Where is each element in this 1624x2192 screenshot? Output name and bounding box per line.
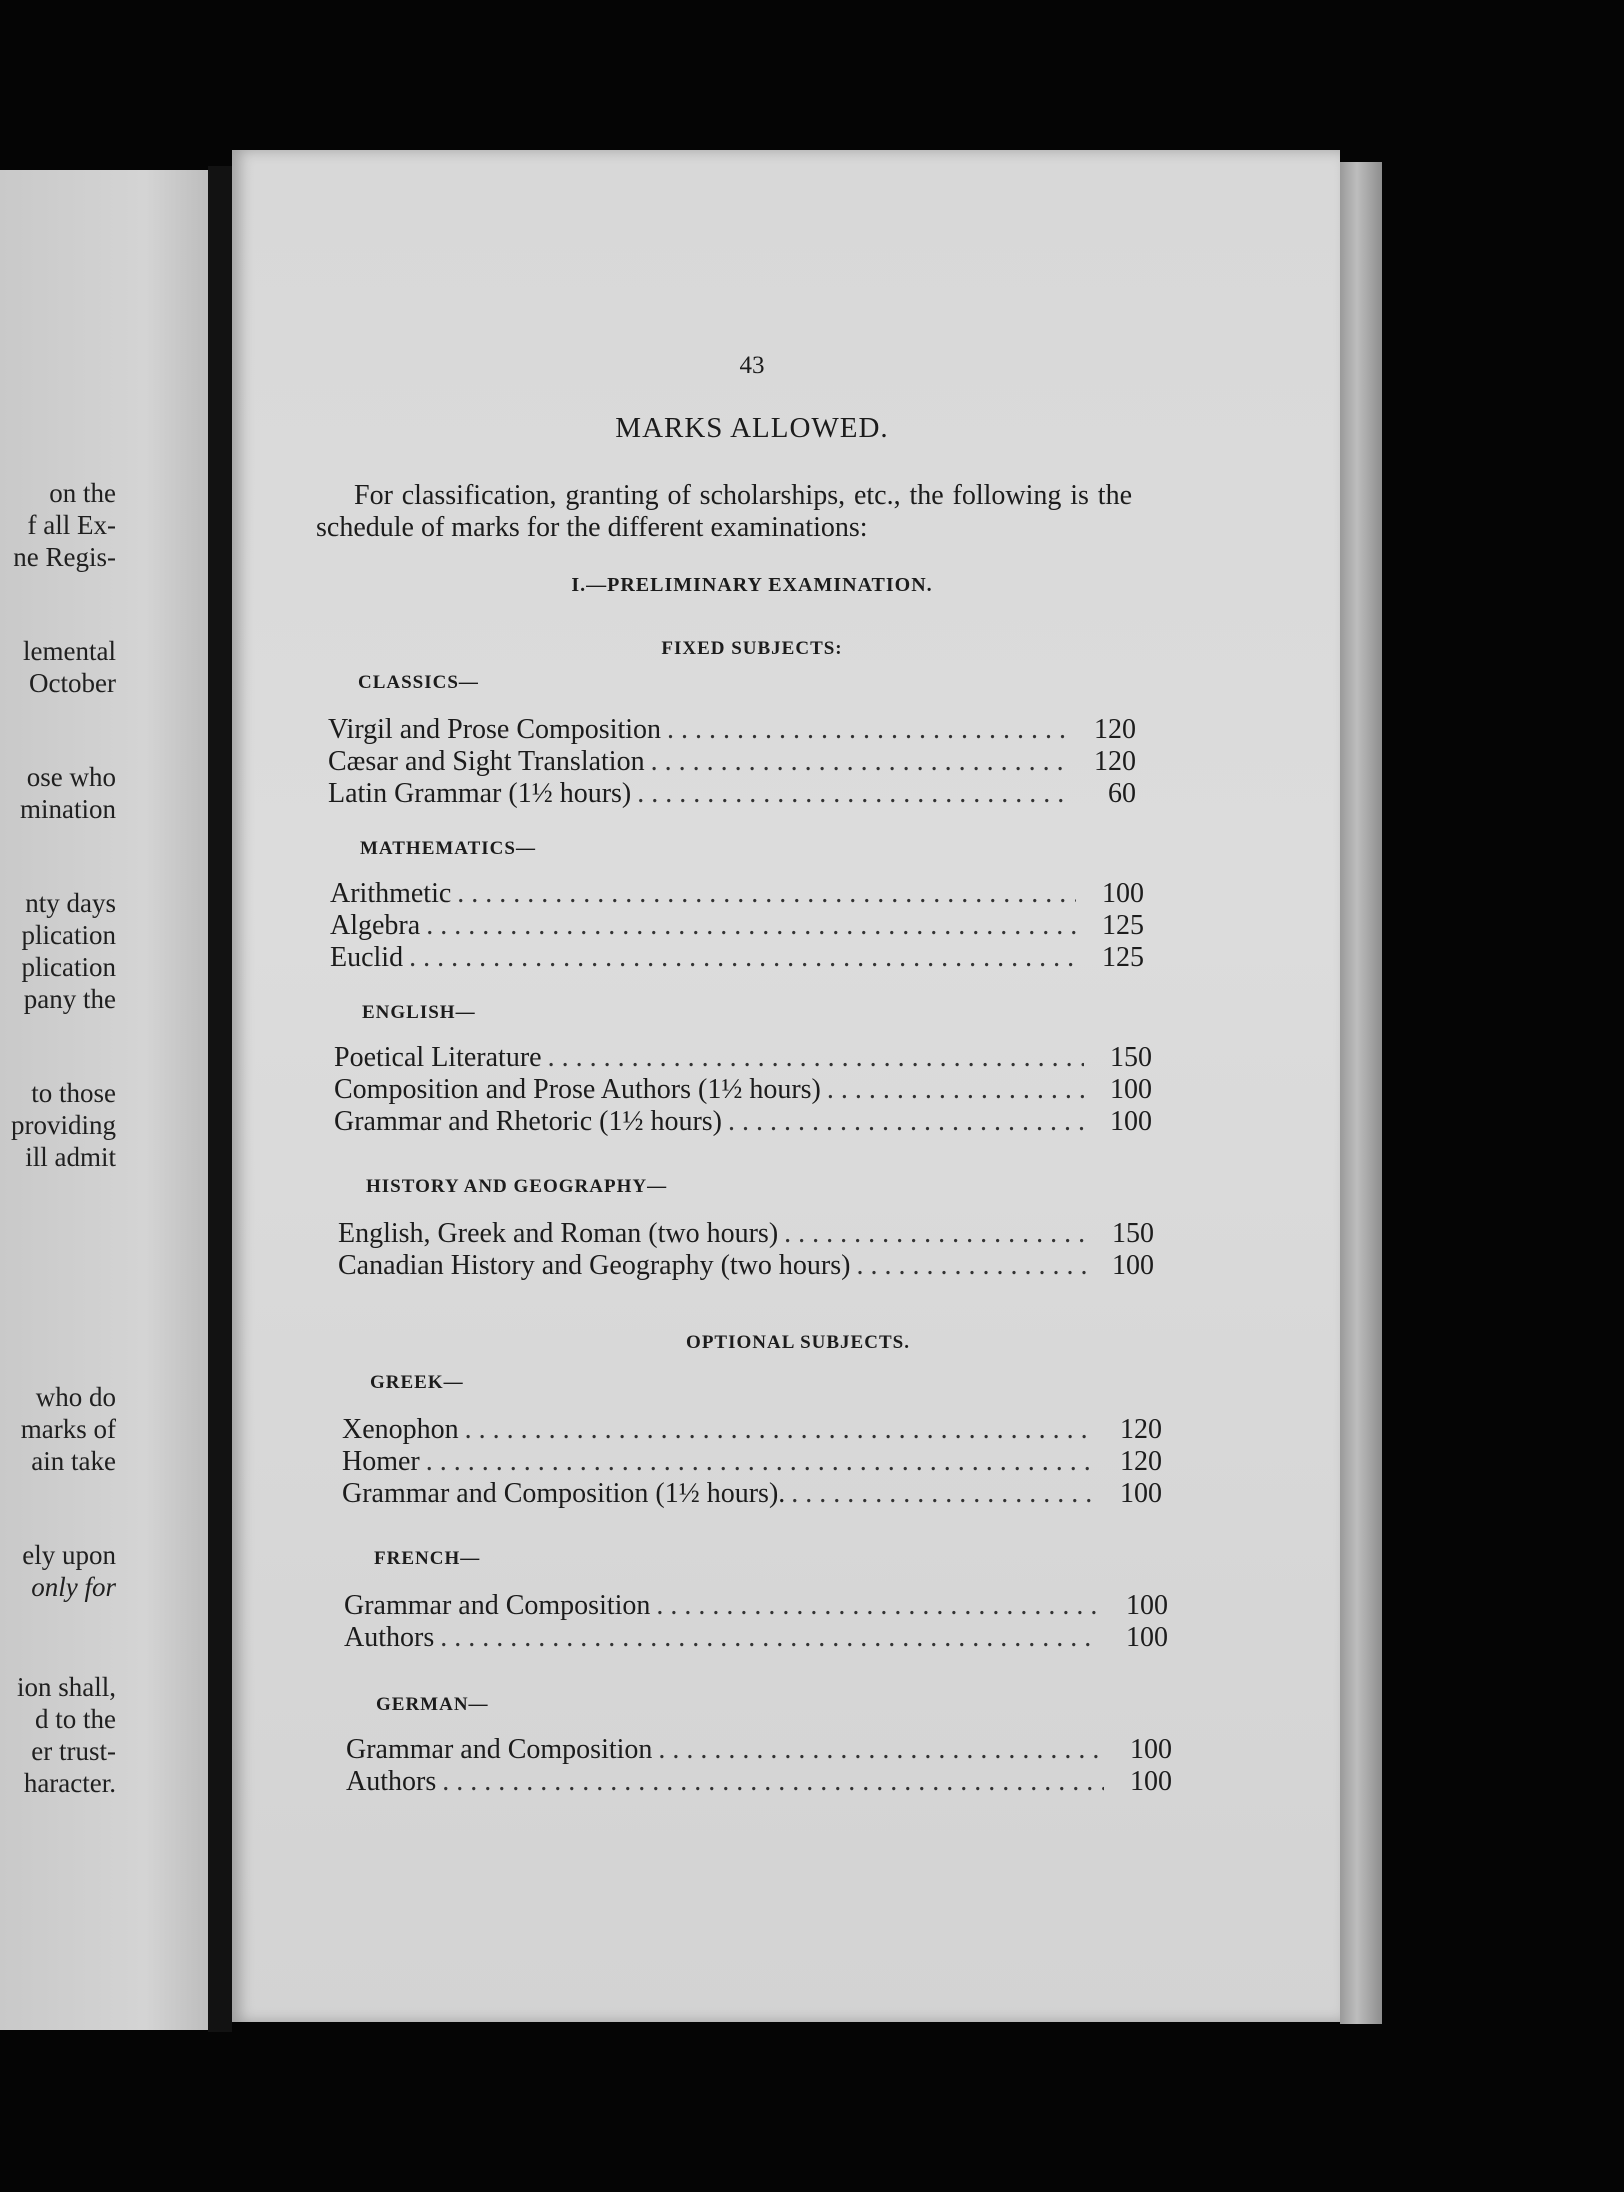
marks-row bbox=[342, 1478, 1162, 1510]
left-line: nty days bbox=[25, 888, 116, 918]
subject-name: English, Greek and Roman (two hours) bbox=[338, 1218, 779, 1249]
marks-row bbox=[328, 746, 1136, 778]
marks-row bbox=[334, 1106, 1152, 1138]
left-line: er trust- bbox=[31, 1736, 116, 1766]
group-heading: FRENCH— bbox=[374, 1548, 481, 1569]
left-line: October bbox=[29, 668, 116, 698]
marks-value: 100 bbox=[1102, 878, 1144, 909]
left-line: ill admit bbox=[25, 1142, 116, 1172]
group-heading: ENGLISH— bbox=[362, 1002, 476, 1023]
marks-row bbox=[342, 1446, 1162, 1478]
subject-name: Homer bbox=[342, 1446, 420, 1477]
left-line: ion shall, bbox=[17, 1672, 116, 1702]
subject-name: Arithmetic bbox=[330, 878, 452, 909]
left-line: plication bbox=[21, 920, 116, 950]
book-spine bbox=[208, 166, 232, 2032]
left-line: who do bbox=[35, 1382, 116, 1412]
subject-name: Authors bbox=[344, 1622, 435, 1653]
section-heading: I.—PRELIMINARY EXAMINATION. bbox=[571, 574, 933, 596]
left-line: only for bbox=[31, 1572, 116, 1602]
marks-row bbox=[330, 942, 1144, 974]
marks-row bbox=[334, 1042, 1152, 1074]
marks-value: 60 bbox=[1108, 778, 1136, 809]
marks-value: 100 bbox=[1120, 1478, 1162, 1509]
left-page bbox=[0, 170, 208, 2030]
marks-value: 100 bbox=[1126, 1590, 1168, 1621]
marks-value: 125 bbox=[1102, 910, 1144, 941]
marks-value: 100 bbox=[1130, 1734, 1172, 1765]
marks-value: 120 bbox=[1120, 1414, 1162, 1445]
subject-name: Euclid bbox=[330, 942, 404, 973]
left-line: lemental bbox=[23, 636, 116, 666]
subject-name: Poetical Literature bbox=[334, 1042, 542, 1073]
subject-name: Virgil and Prose Composition bbox=[328, 714, 662, 745]
optional-subjects-heading: OPTIONAL SUBJECTS. bbox=[686, 1332, 910, 1353]
subject-name: Xenophon bbox=[342, 1414, 459, 1445]
marks-value: 100 bbox=[1110, 1074, 1152, 1105]
fixed-subjects-heading: FIXED SUBJECTS: bbox=[661, 638, 843, 659]
subject-name: Grammar and Composition bbox=[344, 1590, 651, 1621]
left-line: ose who bbox=[26, 762, 116, 792]
left-line: providing bbox=[11, 1110, 116, 1140]
marks-value: 120 bbox=[1094, 714, 1136, 745]
group-heading: MATHEMATICS— bbox=[360, 838, 536, 859]
marks-row bbox=[330, 878, 1144, 910]
left-line: on the bbox=[49, 478, 116, 508]
left-line: marks of bbox=[20, 1414, 116, 1444]
left-line: d to the bbox=[35, 1704, 116, 1734]
left-line: ne Regis- bbox=[13, 542, 116, 572]
marks-value: 100 bbox=[1112, 1250, 1154, 1281]
subject-name: Grammar and Composition bbox=[346, 1734, 653, 1765]
left-line: haracter. bbox=[23, 1768, 116, 1798]
subject-name: Grammar and Composition (1½ hours). bbox=[342, 1478, 786, 1509]
left-line: plication bbox=[21, 952, 116, 982]
subject-name: Grammar and Rhetoric (1½ hours) bbox=[334, 1106, 722, 1137]
marks-row bbox=[338, 1250, 1154, 1282]
marks-value: 125 bbox=[1102, 942, 1144, 973]
marks-row bbox=[334, 1074, 1152, 1106]
subject-name: Canadian History and Geography (two hours) bbox=[338, 1250, 851, 1281]
subject-name: Latin Grammar (1½ hours) bbox=[328, 778, 632, 809]
group-heading: GREEK— bbox=[370, 1372, 464, 1393]
subject-name: Composition and Prose Authors (1½ hours) bbox=[334, 1074, 821, 1105]
group-heading: CLASSICS— bbox=[358, 672, 479, 693]
page-title: MARKS ALLOWED. bbox=[615, 412, 889, 444]
group-heading: GERMAN— bbox=[376, 1694, 489, 1715]
marks-row bbox=[328, 714, 1136, 746]
left-line: pany the bbox=[23, 984, 116, 1014]
left-line: mination bbox=[20, 794, 116, 824]
document-page bbox=[232, 150, 1340, 2022]
marks-row bbox=[328, 778, 1136, 810]
left-line: ely upon bbox=[22, 1540, 116, 1570]
page-number: 43 bbox=[739, 352, 765, 379]
marks-row bbox=[344, 1590, 1168, 1622]
marks-value: 100 bbox=[1130, 1766, 1172, 1797]
marks-value: 150 bbox=[1110, 1042, 1152, 1073]
subject-name: Algebra bbox=[330, 910, 421, 941]
intro-paragraph: For classification, granting of scholarships, etc., the following is the schedule of marks for the different examinations: bbox=[316, 480, 1132, 543]
marks-row bbox=[330, 910, 1144, 942]
marks-row bbox=[346, 1734, 1172, 1766]
left-line: ain take bbox=[31, 1446, 116, 1476]
marks-value: 120 bbox=[1120, 1446, 1162, 1477]
left-line: f all Ex- bbox=[27, 510, 116, 540]
group-heading: HISTORY AND GEOGRAPHY— bbox=[366, 1176, 668, 1197]
book-edge bbox=[1340, 162, 1382, 2024]
marks-value: 120 bbox=[1094, 746, 1136, 777]
marks-row bbox=[338, 1218, 1154, 1250]
left-line: to those bbox=[31, 1078, 116, 1108]
marks-row bbox=[344, 1622, 1168, 1654]
marks-row bbox=[346, 1766, 1172, 1798]
subject-name: Cæsar and Sight Translation bbox=[328, 746, 645, 777]
marks-row bbox=[342, 1414, 1162, 1446]
marks-value: 100 bbox=[1126, 1622, 1168, 1653]
marks-value: 150 bbox=[1112, 1218, 1154, 1249]
subject-name: Authors bbox=[346, 1766, 437, 1797]
marks-value: 100 bbox=[1110, 1106, 1152, 1137]
